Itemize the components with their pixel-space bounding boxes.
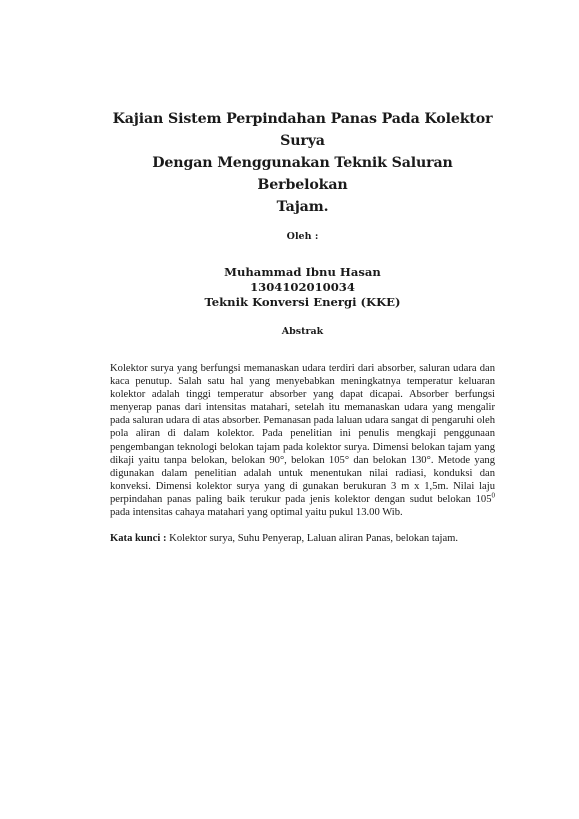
author-name: Muhammad Ibnu Hasan bbox=[224, 265, 381, 279]
title-line-2: Dengan Menggunakan Teknik Saluran Berbelokan bbox=[152, 155, 453, 193]
keywords-label: Kata kunci : bbox=[110, 533, 167, 545]
author-id: 1304102010034 bbox=[250, 280, 355, 294]
abstract-text-part-2: pada intensitas cahaya matahari yang optimal yaitu pukul 13.00 Wib. bbox=[110, 507, 403, 519]
keywords bbox=[110, 532, 495, 545]
degree-superscript: 0 bbox=[491, 491, 495, 500]
abstract-text-part-1: Kolektor surya yang berfungsi memanaskan udara terdiri dari absorber, saluran udara dan kaca penutup. Salah satu hal yang menyebabkan meningkatnya temperatur keluaran kolektor adalah tinggi temperatur absorber yang dapat dicapai. Absorber berfungsi menyerap panas dari intensitas matahari, setelah itu memanaskan udara yang mengalir pada saluran udara di atas absorber. Pemanasan pada laluan udara sangat di pengaruhi oleh pola aliran di dalam kolektor. Pada penelitian ini penulis mengkaji penggunaan pengembangan teknologi belokan tajam pada kolektor surya. Dimensi belokan tajam yang dikaji yaitu tanpa belokan, belokan 90°, belokan 105° dan belokan 130°. Metode yang digunakan dalam penelitian adalah untuk menentukan nilai radiasi, konduksi dan konveksi. Dimensi kolektor surya yang di gunakan berukuran 3 m x 1,5m. Nilai laju perpindahan panas paling baik terukur pada jenis kolektor dengan sudut belokan 105 bbox=[110, 363, 495, 505]
abstract-heading: Abstrak bbox=[281, 326, 324, 337]
author-block bbox=[110, 265, 495, 310]
title-line-3: Tajam. bbox=[276, 199, 329, 215]
author-department: Teknik Konversi Energi (KKE) bbox=[204, 295, 401, 309]
keywords-text: Kolektor surya, Suhu Penyerap, Laluan aliran Panas, belokan tajam. bbox=[166, 533, 459, 545]
paper-title bbox=[110, 108, 495, 218]
by-label: Oleh : bbox=[286, 231, 319, 242]
paper-page bbox=[110, 108, 495, 556]
abstract-body bbox=[110, 362, 495, 519]
title-line-1: Kajian Sistem Perpindahan Panas Pada Kolektor Surya bbox=[112, 111, 493, 149]
